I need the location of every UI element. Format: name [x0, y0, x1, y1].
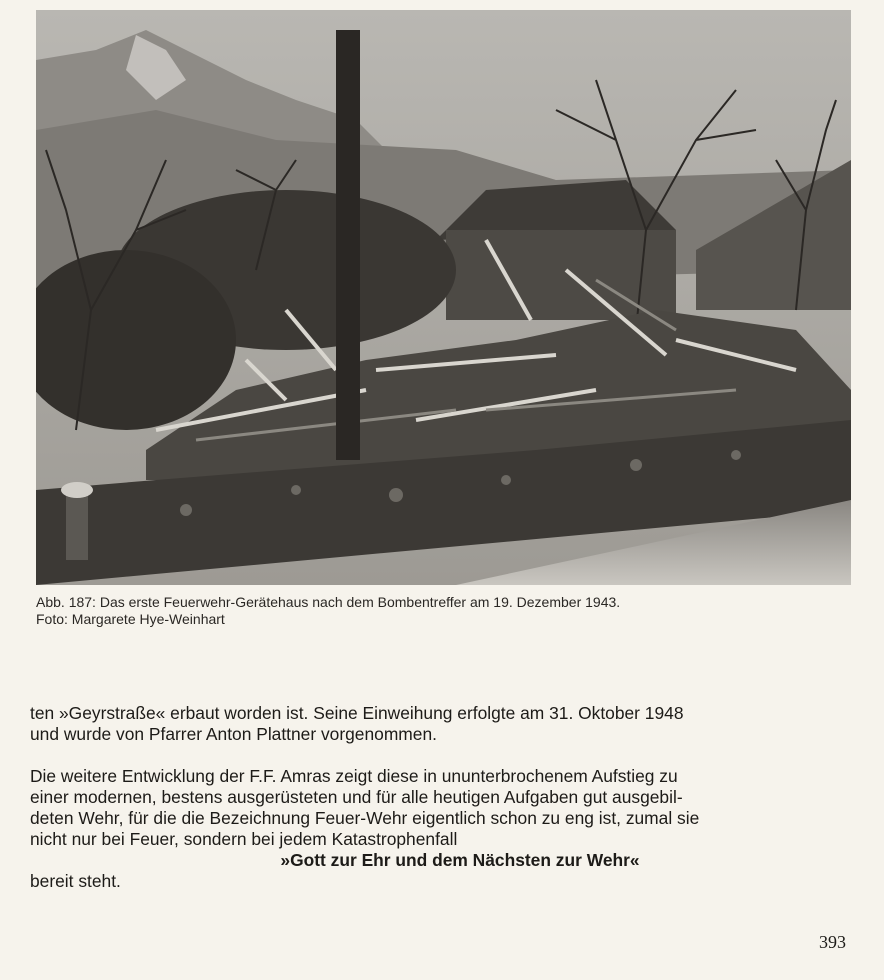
motto-quote: »Gott zur Ehr und dem Nächsten zur Wehr« [280, 850, 640, 870]
paragraph-1-line-2: und wurde von Pfarrer Anton Plattner vorgenommen. [30, 724, 437, 744]
paragraph-gap [30, 745, 850, 766]
closing-line: bereit steht. [30, 871, 121, 891]
paragraph-1-line-1: ten »Geyrstraße« erbaut worden ist. Seine Einweihung erfolgte am 31. Oktober 1948 [30, 703, 684, 723]
photo-illustration [36, 10, 851, 585]
body-text [30, 703, 850, 892]
caption-line-1: Abb. 187: Das erste Feuerwehr-Gerätehaus nach dem Bombentreffer am 19. Dezember 1943. [36, 594, 621, 610]
paragraph-2-line-2: einer modernen, bestens ausgerüsteten und für alle heutigen Aufgaben gut ausgebil- [30, 787, 683, 807]
paragraph-2-line-4: nicht nur bei Feuer, sondern bei jedem Katastrophenfall [30, 829, 458, 849]
page-number: 393 [819, 932, 846, 952]
paragraph-2-line-1: Die weitere Entwicklung der F.F. Amras zeigt diese in ununterbrochenem Aufstieg zu [30, 766, 678, 786]
caption-photo-credit: Foto: Margarete Hye-Weinhart [36, 611, 225, 627]
figure-caption [36, 594, 836, 628]
paragraph-2-line-3: deten Wehr, für die die Bezeichnung Feuer-Wehr eigentlich schon zu eng ist, zumal sie [30, 808, 700, 828]
photograph-bombed-fire-station [36, 10, 851, 585]
